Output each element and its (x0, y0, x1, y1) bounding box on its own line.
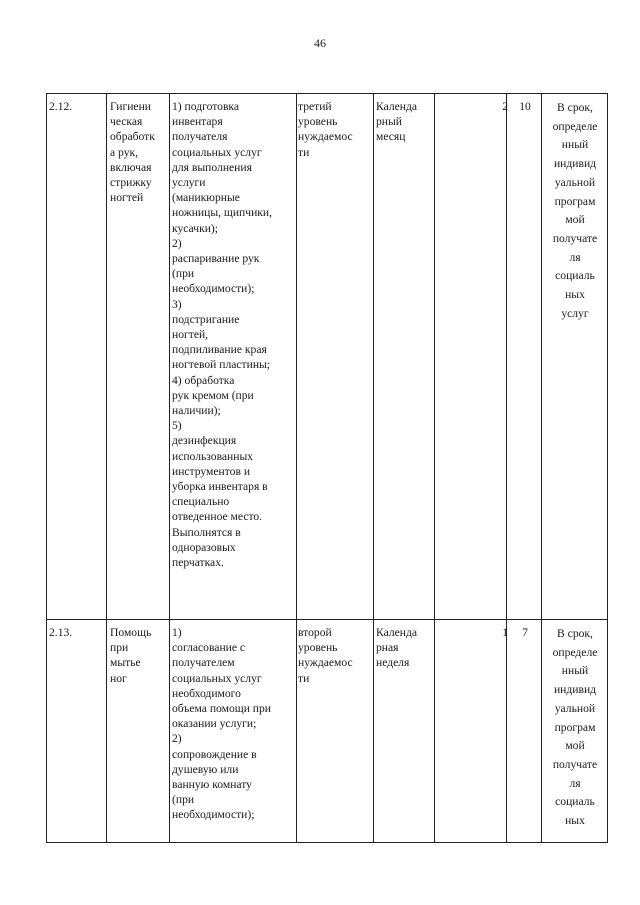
service-description: 1) подготовка инвентаря получателя социальных услуг для выполнения услуги (маникюрные ножницы, щипчики, кусачки); 2) распаривание рук (при необходимости); 3) подстригание ногтей, подпиливание края ногтевой пластины; 4) обработка рук кремом (при наличии); 5) дезинфекция использованных инструментов и уборка инвентаря в специально отведенное место. Выполнятся в одноразовых перчатках. (172, 100, 273, 570)
table-row (46, 93, 608, 619)
row-number: 2.12. (49, 100, 73, 113)
services-table (46, 93, 608, 843)
quantity: 1 (502, 626, 508, 639)
period: Календа рная неделя (376, 626, 418, 670)
need-level: третий уровень нуждаемос ти (298, 100, 353, 159)
need-level: второй уровень нуждаемос ти (298, 626, 353, 685)
service-name: Гигиени ческая обработк а рук, включая стрижку ногтей (110, 100, 155, 205)
term: В срок, определе нный индивид уальной програм мой получате ля социаль ных услуг (552, 101, 598, 320)
service-name: Помощь при мытье ног (110, 626, 152, 685)
period: Календа рный месяц (376, 100, 418, 144)
term: В срок, определе нный индивид уальной програм мой получате ля социаль ных (552, 627, 598, 828)
table-row (46, 619, 608, 842)
row-number: 2.13. (49, 626, 73, 639)
page-number: 46 (314, 36, 326, 50)
frequency: 7 (522, 626, 528, 639)
quantity: 2 (502, 100, 508, 113)
table-bottom-border (46, 842, 608, 843)
service-description: 1) согласование с получателем социальных услуг необходимого объема помощи при оказании услуги; 2) сопровождение в душевую или ванную комнату (при необходимости); (172, 626, 271, 822)
frequency: 10 (519, 100, 531, 113)
